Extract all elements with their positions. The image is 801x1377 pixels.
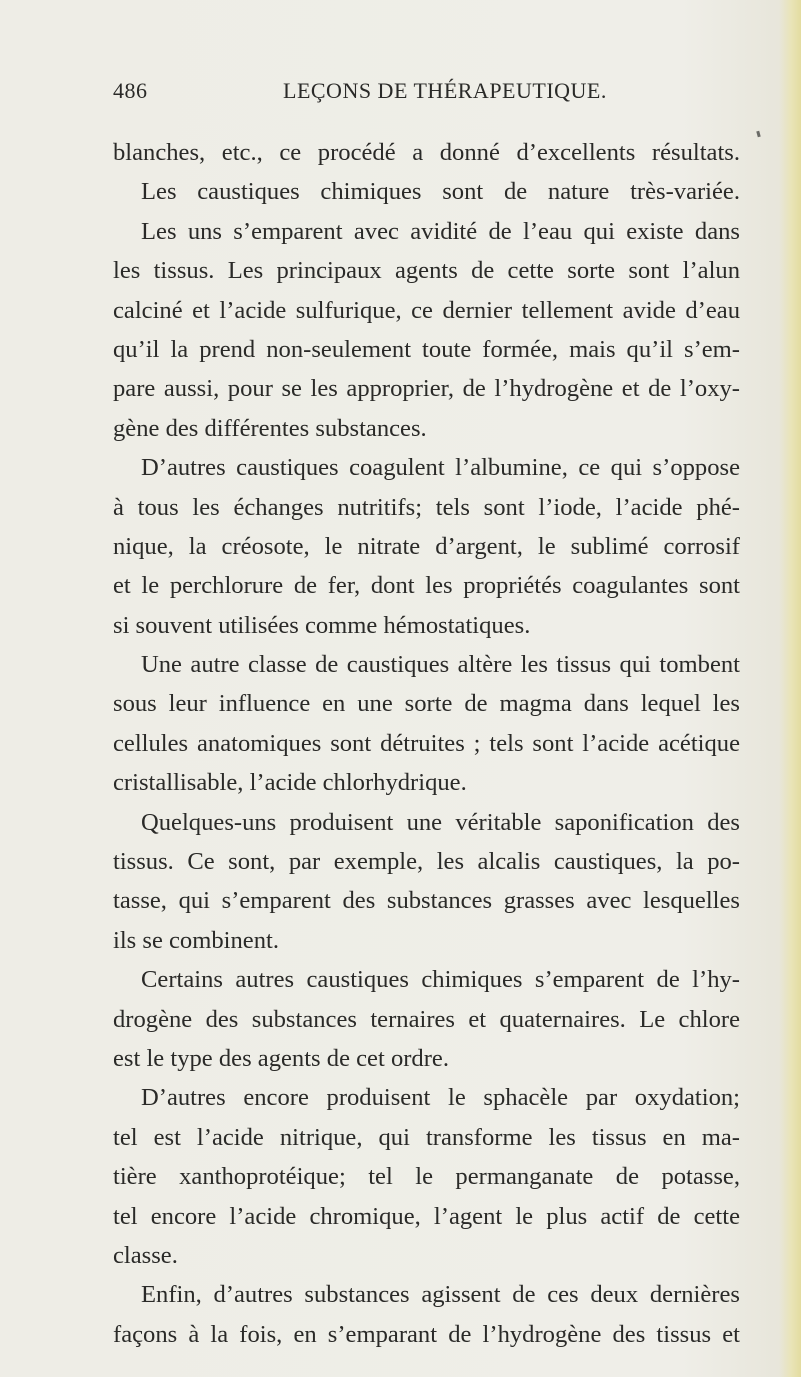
text-line: Certains autres caustiques chimiques s’emparent de l’hy- <box>141 966 740 994</box>
text-line: calciné et l’acide sulfurique, ce dernier tellement avide d’eau <box>113 296 740 324</box>
text-line: drogène des substances ternaires et quaternaires. Le chlore <box>113 1005 740 1033</box>
text-line: cellules anatomiques sont détruites ; tels sont l’acide acétique <box>113 729 740 757</box>
text-line: tel est l’acide nitrique, qui transforme les tissus en ma- <box>113 1123 740 1151</box>
text-line: et le perchlorure de fer, dont les propriétés coagulantes sont <box>113 572 740 600</box>
page-edge-shadow <box>779 0 801 1377</box>
text-line: à tous les échanges nutritifs; tels sont l’iode, l’acide phé- <box>113 493 740 521</box>
text-line: est le type des agents de cet ordre. <box>113 1044 449 1072</box>
text-line: Les uns s’emparent avec avidité de l’eau qui existe dans <box>141 217 740 245</box>
text-line: classe. <box>113 1241 178 1269</box>
text-line: sous leur influence en une sorte de magma dans lequel les <box>113 690 740 718</box>
text-line: Enfin, d’autres substances agissent de ces deux dernières <box>141 1281 740 1309</box>
text-line: gène des différentes substances. <box>113 414 427 442</box>
text-line: tière xanthoprotéique; tel le permanganate de potasse, <box>113 1163 740 1191</box>
text-line: façons à la fois, en s’emparant de l’hydrogène des tissus et <box>113 1320 740 1348</box>
running-head: LEÇONS DE THÉRAPEUTIQUE. <box>283 78 607 103</box>
text-line: cristallisable, l’acide chlorhydrique. <box>113 769 467 797</box>
text-line: nique, la créosote, le nitrate d’argent, le sublimé corrosif <box>113 532 740 560</box>
text-line: tel encore l’acide chromique, l’agent le plus actif de cette <box>113 1202 740 1230</box>
text-line: pare aussi, pour se les approprier, de l’hydrogène et de l’oxy- <box>113 375 740 403</box>
text-line: D’autres caustiques coagulent l’albumine, ce qui s’oppose <box>141 454 740 482</box>
text-line: Les caustiques chimiques sont de nature très-variée. <box>141 178 740 206</box>
text-line: tasse, qui s’emparent des substances grasses avec lesquelles <box>113 887 740 915</box>
text-line: D’autres encore produisent le sphacèle par oxydation; <box>141 1084 740 1112</box>
text-line: blanches, etc., ce procédé a donné d’excellents résultats. <box>113 139 740 166</box>
text-line: ils se combinent. <box>113 926 279 954</box>
text-line: Une autre classe de caustiques altère les tissus qui tombent <box>141 651 740 679</box>
text-line: tissus. Ce sont, par exemple, les alcalis caustiques, la po- <box>113 848 740 876</box>
text-line: si souvent utilisées comme hémostatiques. <box>113 611 531 639</box>
text-line: qu’il la prend non-seulement toute formée, mais qu’il s’em- <box>113 335 740 363</box>
page-header <box>113 78 733 112</box>
text-line: Quelques-uns produisent une véritable saponification des <box>141 808 740 836</box>
text-line: les tissus. Les principaux agents de cette sorte sont l’alun <box>113 257 740 285</box>
ink-speck <box>756 131 760 138</box>
body-text <box>113 133 740 1354</box>
page-number: 486 <box>113 78 148 103</box>
